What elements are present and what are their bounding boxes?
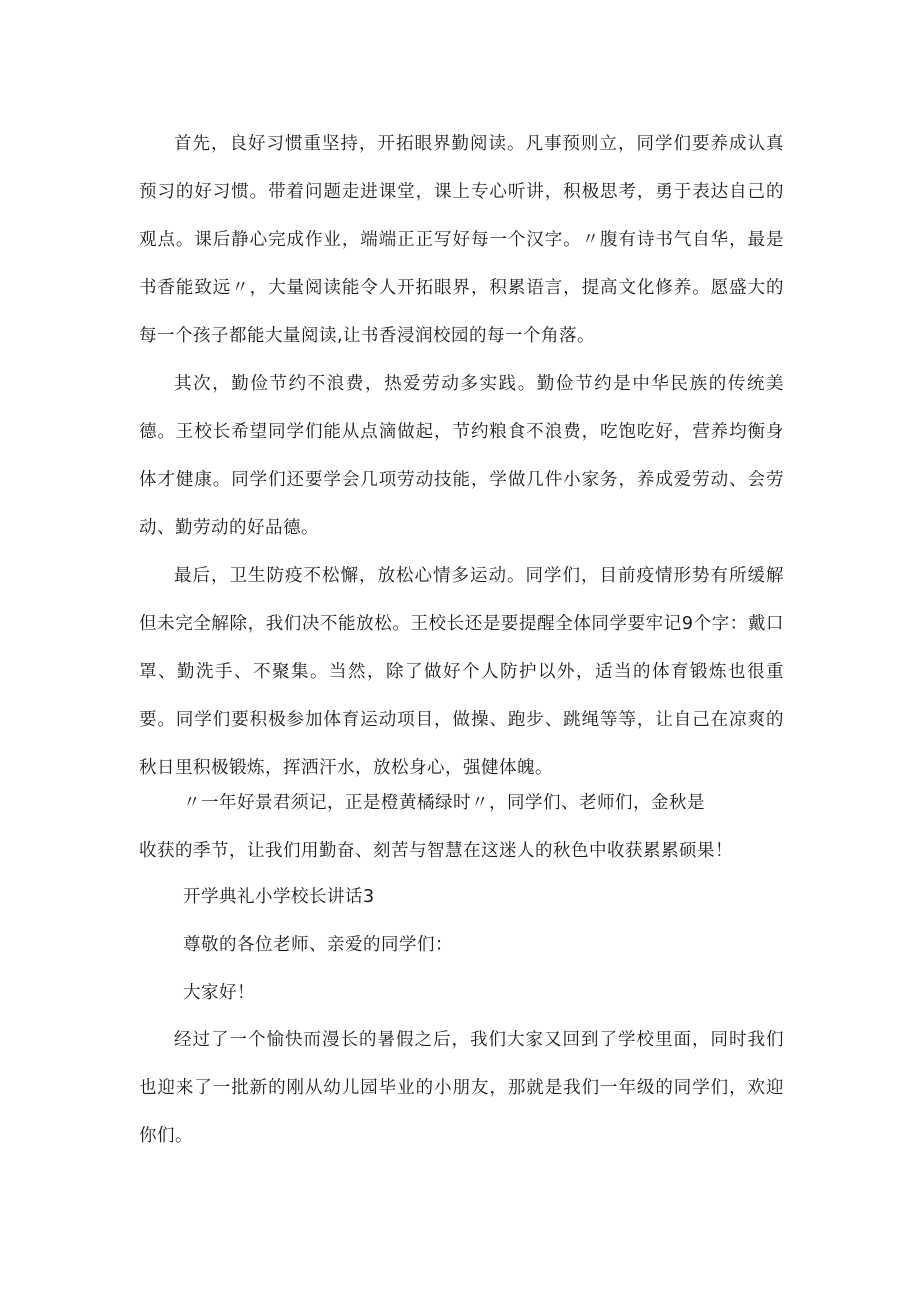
closing-line-1: 〃一年好景君须记，正是橙黄橘绿时〃，同学们、老师们，金秋是 xyxy=(183,793,705,813)
section-title: 开学典礼小学校长讲话3 xyxy=(183,887,375,907)
paragraph-health: 最后，卫生防疫不松懈，放松心情多运动。同学们，目前疫情形势有所缓解但未完全解除，我们决不能放松。王校长还是要提醒全体同学要牢记9个字：戴口罩、勤洗手、不聚集。当然，除了做好个人防护以外，适当的体育锻炼也很重要。同学们要积极参加体育运动项目，做操、跑步、跳绳等等，让自己在凉爽的秋日里积极锻炼，挥洒汗水，放松身心，强健体魄。 xyxy=(139,566,784,778)
paragraph-welcome: 经过了一个愉快而漫长的暑假之后，我们大家又回到了学校里面，同时我们也迎来了一批新的刚从幼儿园毕业的小朋友，那就是我们一年级的同学们，欢迎你们。 xyxy=(139,1030,784,1146)
paragraph-thrift: 其次，勤俭节约不浪费，热爱劳动多实践。勤俭节约是中华民族的传统美德。王校长希望同学们能从点滴做起，节约粮食不浪费，吃饱吃好，营养均衡身体才健康。同学们还要学会几项劳动技能，学做几件小家务，养成爱劳动、会劳动、勤劳动的好品德。 xyxy=(139,374,784,538)
closing-line-2: 收获的季节，让我们用勤奋、刻苦与智慧在这迷人的秋色中收获累累硕果！ xyxy=(139,841,733,861)
greeting: 大家好！ xyxy=(183,983,255,1003)
paragraph-habits: 首先，良好习惯重坚持，开拓眼界勤阅读。凡事预则立，同学们要养成认真预习的好习惯。带着问题走进课堂，课上专心听讲，积极思考，勇于表达自己的观点。课后静心完成作业，端端正正写好每一个汉字。〃腹有诗书气自华，最是书香能致远〃，大量阅读能令人开拓眼界，积累语言，提高文化修养。愿盛大的每一个孩子都能大量阅读,让书香浸润校园的每一个角落。 xyxy=(139,134,784,346)
salutation: 尊敬的各位老师、亲爱的同学们： xyxy=(183,935,453,955)
